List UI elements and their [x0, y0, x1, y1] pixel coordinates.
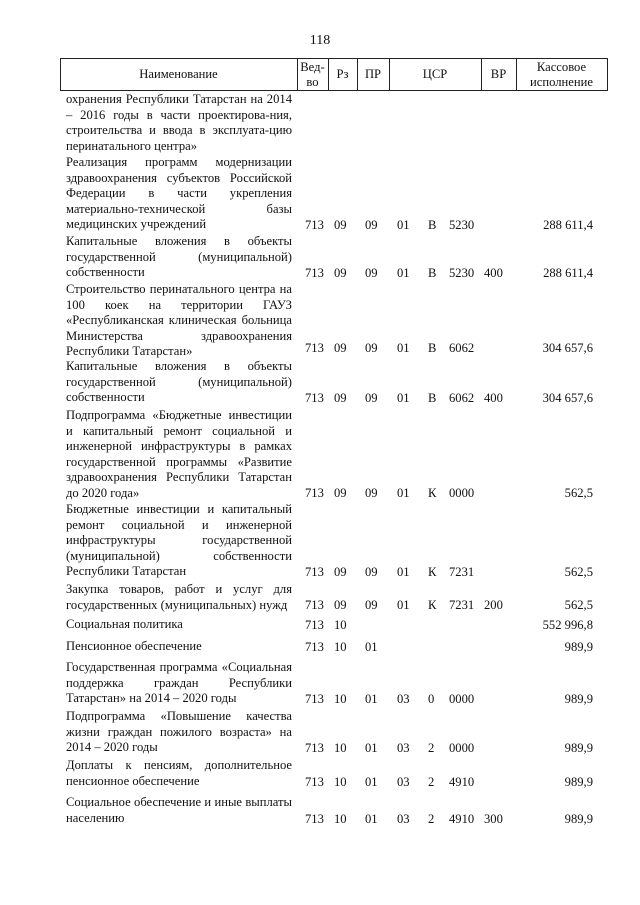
cell-csr-program: 01 [397, 564, 410, 579]
cell-pr: 09 [365, 340, 378, 355]
cell-csr-subprogram: В [428, 265, 437, 280]
cell-csr-code: 5230 [449, 217, 475, 232]
cell-rz: 09 [334, 390, 347, 405]
row-description: Строительство перинатального центра на 100 коек на территории ГАУЗ «Республиканская клиническая больница Министерства здравоохранения Республики Татарстан» [66, 282, 292, 358]
cell-ved: 713 [305, 811, 324, 826]
table-row [0, 709, 640, 756]
table-row [0, 234, 640, 281]
cell-csr-code: 4910 [449, 774, 475, 789]
cell-sum: 552 996,8 [542, 617, 593, 632]
cell-ved: 713 [305, 217, 324, 232]
cell-rz: 10 [334, 774, 347, 789]
cell-ved: 713 [305, 390, 324, 405]
cell-rz: 09 [334, 340, 347, 355]
cell-rz: 09 [334, 217, 347, 232]
cell-pr: 01 [365, 639, 378, 654]
header-vr: ВР [490, 67, 507, 81]
row-description: Государственная программа «Социальная поддержка граждан Республики Татарстан» на 2014 – 2020 годы [66, 660, 292, 705]
cell-rz: 09 [334, 265, 347, 280]
cell-csr-subprogram: 2 [428, 774, 435, 789]
cell-rz: 10 [334, 691, 347, 706]
header-ved: Вед- во [300, 59, 325, 89]
cell-csr-code: 7231 [449, 597, 475, 612]
cell-sum: 288 611,4 [543, 217, 593, 232]
cell-vr: 400 [484, 265, 503, 280]
cell-rz: 10 [334, 811, 347, 826]
cell-csr-subprogram: 2 [428, 811, 435, 826]
table-row [0, 92, 640, 154]
cell-vr: 200 [484, 597, 503, 612]
row-description: Закупка товаров, работ и услуг для государственных (муниципальных) нужд [66, 582, 292, 612]
cell-vr: 300 [484, 811, 503, 826]
cell-ved: 713 [305, 639, 324, 654]
cell-csr-code: 4910 [449, 811, 475, 826]
cell-csr-code: 0000 [449, 740, 475, 755]
cell-csr-program: 03 [397, 740, 410, 755]
cell-sum: 989,9 [564, 691, 593, 706]
cell-pr: 09 [365, 217, 378, 232]
table-row [0, 617, 640, 633]
cell-csr-program: 01 [397, 485, 410, 500]
row-description: Подпрограмма «Бюджетные инвестиции и капитальный ремонт социальной и инженерной инфраструктуры в рамках государственной программы «Развитие здравоохранения Республики Татарстан до 2020 года» [66, 408, 292, 500]
cell-sum: 304 657,6 [542, 340, 593, 355]
row-description: Подпрограмма «Повышение качества жизни граждан пожилого возраста» на 2014 – 2020 годы [66, 709, 292, 754]
cell-ved: 713 [305, 617, 324, 632]
cell-sum: 562,5 [564, 485, 593, 500]
page-number: 118 [309, 33, 331, 48]
cell-csr-subprogram: К [428, 564, 437, 579]
cell-ved: 713 [305, 774, 324, 789]
cell-sum: 989,9 [564, 774, 593, 789]
table-row [0, 582, 640, 613]
cell-sum: 989,9 [564, 740, 593, 755]
cell-csr-subprogram: К [428, 485, 437, 500]
cell-ved: 713 [305, 340, 324, 355]
row-description: Капитальные вложения в объекты государственной (муниципальной) собственности [66, 359, 292, 404]
cell-ved: 713 [305, 597, 324, 612]
cell-csr-program: 01 [397, 340, 410, 355]
cell-sum: 304 657,6 [542, 390, 593, 405]
cell-pr: 09 [365, 390, 378, 405]
cell-csr-program: 03 [397, 811, 410, 826]
cell-rz: 10 [334, 617, 347, 632]
cell-ved: 713 [305, 691, 324, 706]
row-description: Социальное обеспечение и иные выплаты населению [66, 795, 292, 825]
table-row [0, 639, 640, 655]
cell-csr-program: 01 [397, 217, 410, 232]
cell-sum: 562,5 [564, 564, 593, 579]
cell-vr: 400 [484, 390, 503, 405]
header-name: Наименование [139, 67, 218, 81]
cell-csr-program: 01 [397, 597, 410, 612]
cell-sum: 562,5 [564, 597, 593, 612]
table-row [0, 758, 640, 790]
cell-sum: 288 611,4 [543, 265, 593, 280]
row-description: Социальная политика [66, 617, 183, 631]
cell-ved: 713 [305, 564, 324, 579]
header-csr: ЦСР [422, 67, 448, 81]
table-row [0, 282, 640, 356]
row-description: Доплаты к пенсиям, дополнительное пенсионное обеспечение [66, 758, 292, 788]
cell-pr: 09 [365, 564, 378, 579]
cell-csr-code: 0000 [449, 691, 475, 706]
cell-sum: 989,9 [564, 811, 593, 826]
cell-ved: 713 [305, 485, 324, 500]
row-description: Реализация программ модернизации здравоохранения субъектов Российской Федерации в части укрепления материально-технической базы медицинских учреждений [66, 155, 292, 231]
header-divider [607, 58, 608, 91]
cell-csr-code: 0000 [449, 485, 475, 500]
cell-csr-subprogram: 0 [428, 691, 435, 706]
table-row [0, 502, 640, 580]
cell-rz: 09 [334, 597, 347, 612]
cell-pr: 09 [365, 597, 378, 612]
cell-csr-program: 03 [397, 691, 410, 706]
cell-csr-code: 6062 [449, 340, 475, 355]
cell-ved: 713 [305, 265, 324, 280]
cell-csr-subprogram: В [428, 390, 437, 405]
row-description: Бюджетные инвестиции и капитальный ремонт социальной и инженерной инфраструктуры государственной (муниципальной) собственности Республики Татарстан [66, 502, 292, 578]
cell-sum: 989,9 [564, 639, 593, 654]
row-description: Пенсионное обеспечение [66, 639, 202, 653]
table-row [0, 795, 640, 827]
table-row [0, 660, 640, 707]
cell-pr: 09 [365, 265, 378, 280]
cell-rz: 10 [334, 740, 347, 755]
cell-pr: 09 [365, 485, 378, 500]
cell-rz: 10 [334, 639, 347, 654]
header-sum: Кассовое исполнение [530, 59, 593, 89]
cell-rz: 09 [334, 564, 347, 579]
cell-csr-subprogram: К [428, 597, 437, 612]
cell-pr: 01 [365, 811, 378, 826]
cell-csr-subprogram: В [428, 217, 437, 232]
cell-csr-code: 6062 [449, 390, 475, 405]
table-row [0, 359, 640, 406]
cell-csr-program: 03 [397, 774, 410, 789]
header-pr: ПР [364, 67, 382, 81]
row-description: Капитальные вложения в объекты государственной (муниципальной) собственности [66, 234, 292, 279]
cell-csr-code: 5230 [449, 265, 475, 280]
cell-pr: 01 [365, 740, 378, 755]
cell-csr-code: 7231 [449, 564, 475, 579]
cell-rz: 09 [334, 485, 347, 500]
table-header [60, 58, 608, 91]
cell-csr-subprogram: В [428, 340, 437, 355]
cell-pr: 01 [365, 774, 378, 789]
table-row [0, 408, 640, 501]
cell-csr-program: 01 [397, 390, 410, 405]
table-row [0, 155, 640, 233]
cell-ved: 713 [305, 740, 324, 755]
cell-csr-subprogram: 2 [428, 740, 435, 755]
cell-csr-program: 01 [397, 265, 410, 280]
header-rz: Рз [336, 67, 349, 81]
row-description: охранения Республики Татарстан на 2014 – 2016 годы в части проектирова-ния, строительства и ввода в эксплуата-цию перинатального центра» [66, 92, 292, 153]
cell-pr: 01 [365, 691, 378, 706]
